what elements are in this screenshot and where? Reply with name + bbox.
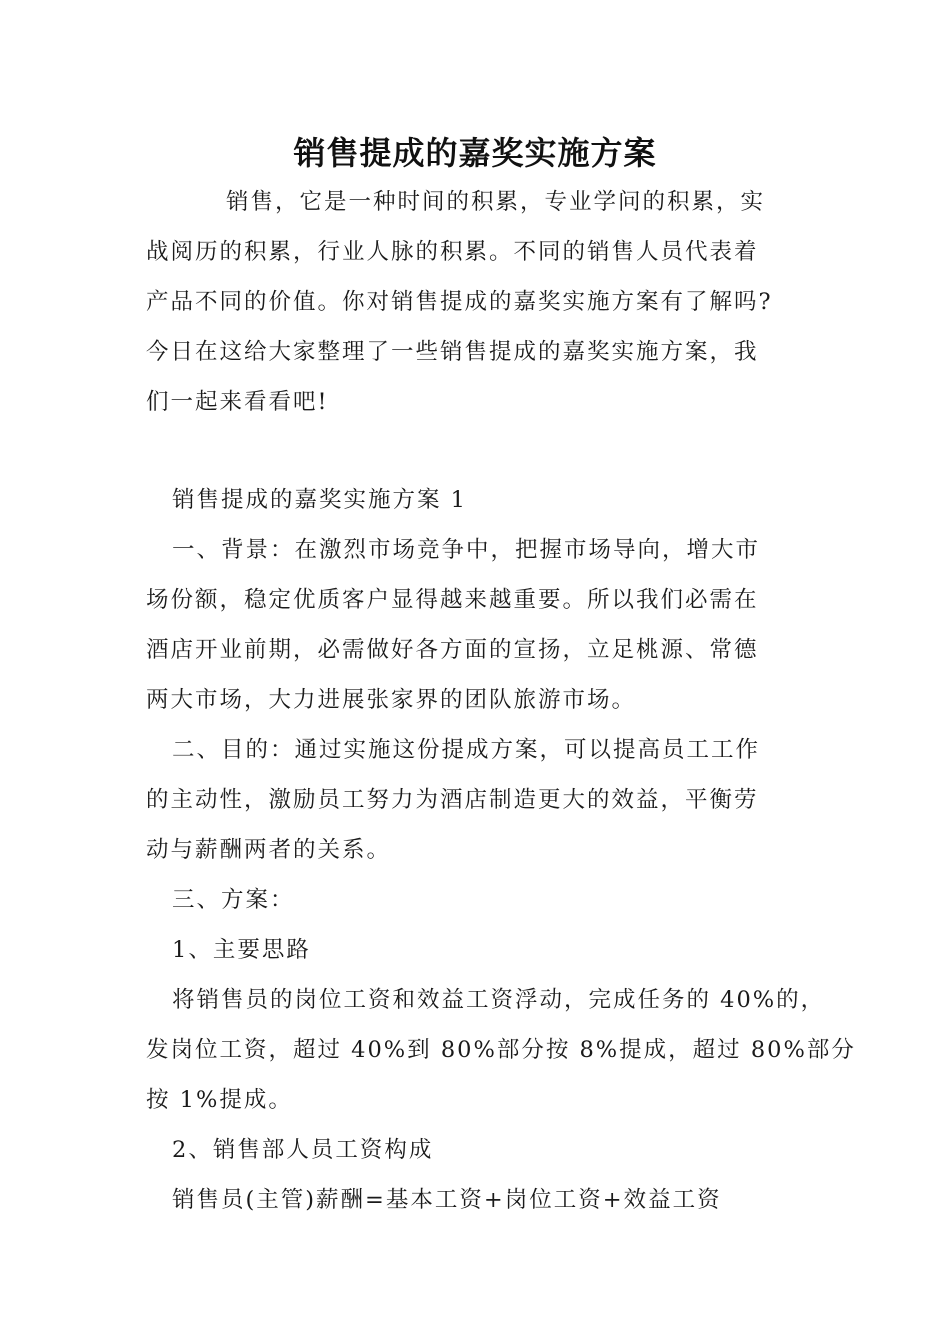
subheading-salary-structure: 2、销售部人员工资构成 (172, 1137, 434, 1163)
background-line: 一、背景：在激烈市场竞争中，把握市场导向，增大市 (172, 537, 761, 563)
intro-line: 们一起来看看吧! (146, 389, 329, 415)
main-idea-line: 将销售员的岗位工资和效益工资浮动，完成任务的 40%的， (172, 987, 826, 1013)
background-line: 场份额，稳定优质客户显得越来越重要。所以我们必需在 (146, 587, 759, 613)
subheading-main-idea: 1、主要思路 (172, 937, 311, 963)
intro-line: 产品不同的价值。你对销售提成的嘉奖实施方案有了解吗? (146, 289, 773, 315)
main-idea-line: 发岗位工资，超过 40%到 80%部分按 8%提成，超过 80%部分 (146, 1037, 856, 1063)
intro-line: 战阅历的积累，行业人脉的积累。不同的销售人员代表着 (146, 239, 759, 265)
main-idea-line: 按 1%提成。 (146, 1087, 293, 1113)
intro-line: 销售，它是一种时间的积累，专业学问的积累，实 (226, 189, 766, 215)
intro-line: 今日在这给大家整理了一些销售提成的嘉奖实施方案，我 (146, 339, 759, 365)
salary-formula-line: 销售员(主管)薪酬=基本工资+岗位工资+效益工资 (172, 1187, 722, 1213)
purpose-line: 动与薪酬两者的关系。 (146, 837, 392, 863)
plan-section (146, 475, 856, 1225)
purpose-line: 二、目的：通过实施这份提成方案，可以提高员工工作 (172, 737, 761, 763)
plan-heading: 三、方案： (172, 887, 295, 913)
document-title: 销售提成的嘉奖实施方案 (293, 134, 657, 172)
section-heading: 销售提成的嘉奖实施方案 1 (172, 487, 467, 513)
background-line: 两大市场，大力进展张家界的团队旅游市场。 (146, 687, 637, 713)
intro-paragraph (146, 177, 806, 427)
background-line: 酒店开业前期，必需做好各方面的宣扬，立足桃源、常德 (146, 637, 759, 663)
purpose-line: 的主动性，激励员工努力为酒店制造更大的效益，平衡劳 (146, 787, 759, 813)
